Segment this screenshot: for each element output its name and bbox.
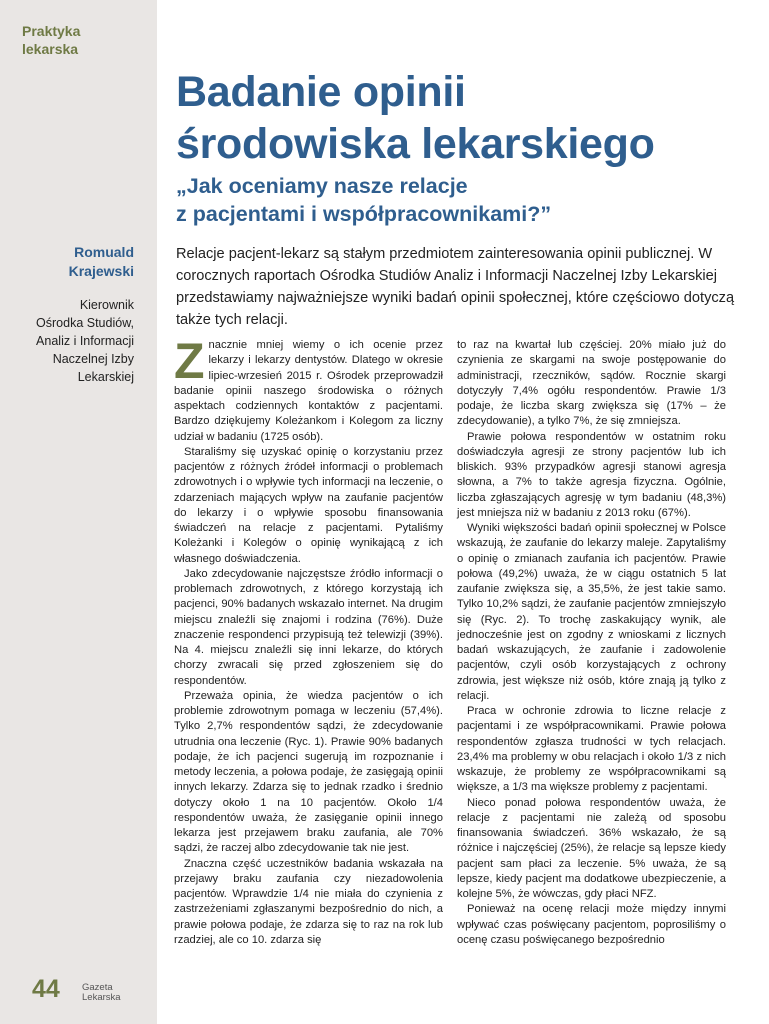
page-number: 44 — [32, 975, 60, 1003]
section-label-line2: lekarska — [22, 41, 79, 57]
lead-paragraph: Relacje pacjent-lekarz są stałym przedmiotem zainteresowania opinii publicznej. W corocznych raportach Ośrodka Studiów Analiz i Informacji Naczelnej Izby Lekarskiej przedstawiamy najważniejsze wyniki badań opinii społecznej, które częściowo dotyczą także tych relacji. — [176, 246, 735, 328]
article-title — [176, 66, 746, 170]
article-subtitle — [176, 172, 746, 228]
author-last-name: Krajewski — [68, 263, 134, 279]
body-column-right — [457, 338, 726, 948]
body-column-left — [174, 333, 443, 948]
body-paragraph: Przeważa opinia, że wiedza pacjentów o ich problemie zdrowotnym pomaga w leczeniu (57,4%). Tylko 2,7% respondentów sądzi, że zdecydowanie utrudnia ona leczenie (Ryc. 1). Prawie 90% badanych podaje, że ich pacjenci sugerują im rozpoznanie i metody leczenia, a połowa podaje, że zasięgają opinii innych lekarzy. Zdarza się to jednak rzadko i średnio dotyczy około 1 na 10 pacjentów. Około 1/4 respondentów uważa, że zasięganie opinii innego lekarza jest przejawem braku zaufania, ale 70% sądzi, że raczej albo zdecydowanie tak nie jest. — [174, 689, 443, 855]
author-role-line: Kierownik — [79, 298, 134, 312]
body-paragraph: Znaczna część uczestników badania wskazała na przejawy braku zaufania czy niezadowolenia pacjentów. Wprawdzie 1/4 nie miała do czynienia z zastrzeżeniami zgłaszanymi bezpośrednio do nich, a prawie połowa podaje, że zdarza się to raz na rok lub rzadziej, ale co 10. zdarza się — [174, 857, 443, 946]
author-role-line: Naczelnej Izby — [52, 352, 134, 366]
publication-logo — [82, 983, 121, 1003]
author-role — [14, 296, 134, 386]
drop-cap: Z — [174, 333, 205, 389]
author-role-line: Analiz i Informacji — [36, 334, 134, 348]
body-paragraph: to raz na kwartał lub częściej. 20% miało już do czynienia ze skargami na swoje postępowanie do administracji, rzeczników, sądów. Rocznie skargi dotyczyły 7,4% ogółu respondentów. Prawie 1/3 podaje, że liczba skarg zwiększa się (17% – że zdecydowanie), a tylko 7%, że się zmniejsza. — [457, 339, 726, 428]
subtitle-line1: „Jak oceniamy nasze relacje — [176, 174, 468, 198]
author-name — [14, 243, 134, 281]
author-role-line: Lekarskiej — [77, 370, 134, 384]
author-role-line: Ośrodka Studiów, — [36, 316, 134, 330]
title-line1: Badanie opinii — [176, 68, 466, 116]
publication-logo-line2: Lekarska — [82, 992, 121, 1003]
body-paragraph-text: nacznie mniej wiemy o ich ocenie przez lekarzy i lekarzy dentystów. Dlatego w okresie lipiec-wrzesień 2015 r. Ośrodek przeprowadził badanie opinii naszego środowiska o różnych aspektach codziennych kontaktów z pacjentami. Bardzo dziękujemy Koleżankom i Kolegom za liczny udział w badaniu (1725 osób). — [174, 339, 443, 443]
body-paragraph: Ponieważ na ocenę relacji może między innymi wpływać czas poświęcany pacjentom, poprosiliśmy o ocenę czasu poświęcanego bezpośrednio — [457, 903, 726, 946]
author-first-name: Romuald — [74, 244, 134, 260]
body-paragraph: Wyniki większości badań opinii społecznej w Polsce wskazują, że zaufanie do lekarzy maleje. Zapytaliśmy o opinię o zmianach zaufania ich pacjentów. Prawie połowa (49,2%) uważa, że w ciągu ostatnich 5 lat zaufanie zwiększa się, a 35,5%, że jest takie samo. Tylko 10,2% sądzi, że zaufanie pacjentów zmniejszyło się (Ryc. 2). To trochę zaskakujący wynik, ale jednocześnie jest on zgodny z wnioskami z licznych badań wskazujących, że zaufanie i zadowolenie pacjentów, czyli osób korzystających z ochrony zdrowia, jest większe niż osób, które znają ją tylko z relacji. — [457, 522, 726, 702]
sidebar — [0, 0, 157, 1024]
body-paragraph: Jako zdecydowanie najczęstsze źródło informacji o problemach zdrowotnych, z którego korzystają ich pacjenci, 90% badanych wskazało internet. Na drugim miejscu znaleźli się znajomi i rodzina (76%). Duże znaczenie respondenci przypisują też telewizji (39%). Na 4. miejscu znaleźli się inni lekarze, do których chorzy zwracali się przed zgłoszeniem się do respondentów. — [174, 567, 443, 687]
body-paragraph: Prawie połowa respondentów w ostatnim roku doświadczyła agresji ze strony pacjentów lub ich bliskich. 93% przypadków agresji stanowi agresja słowna, a 7% to także agresja fizyczna. Ogólnie, liczba zgłaszających agresję w tym badaniu (48,3%) jest mniejsza niż w badaniu z 2013 roku (67%). — [457, 430, 726, 519]
section-label — [22, 22, 152, 58]
publication-logo-line1: Gazeta — [82, 982, 113, 993]
section-label-line1: Praktyka — [22, 23, 81, 39]
body-paragraph: Staraliśmy się uzyskać opinię o korzystaniu przez pacjentów z różnych źródeł informacji o problemach zdrowotnych i o wpływie tych informacji na leczenie, o zdarzeniach mających wpływ na zaufanie pacjentów do lekarzy i o wpływie sposobu finansowania świadczeń na relacje z pacjentami. Pytaliśmy Koleżanki i Kolegów o opinię wynikającą z ich własnego doświadczenia. — [174, 445, 443, 565]
body-paragraph: Nieco ponad połowa respondentów uważa, że relacje z pacjentami nie zależą od sposobu finansowania świadczeń. 36% wskazało, że są różnice i najczęściej (25%), że relacje są lepsze kiedy pacjent sam płaci za leczenie. 5% uważa, że są lepsze, kiedy pacjent ma dodatkowe ubezpieczenie, a kolejne 5%, że wówczas, gdy płaci NFZ. — [457, 796, 726, 900]
subtitle-line2: z pacjentami i współpracownikami?” — [176, 202, 552, 226]
title-line2: środowiska lekarskiego — [176, 120, 655, 168]
body-paragraph — [174, 333, 443, 445]
body-paragraph: Praca w ochronie zdrowia to liczne relacje z pacjentami i ze współpracownikami. Prawie połowa respondentów zgłasza trudności w tych relacjach. 23,4% ma problemy w obu relacjach i około 1/3 z nich wskazuje, że problemy ze współpracownikami są większe, a 1/3 ma większe problemy z pacjentami. — [457, 705, 726, 794]
